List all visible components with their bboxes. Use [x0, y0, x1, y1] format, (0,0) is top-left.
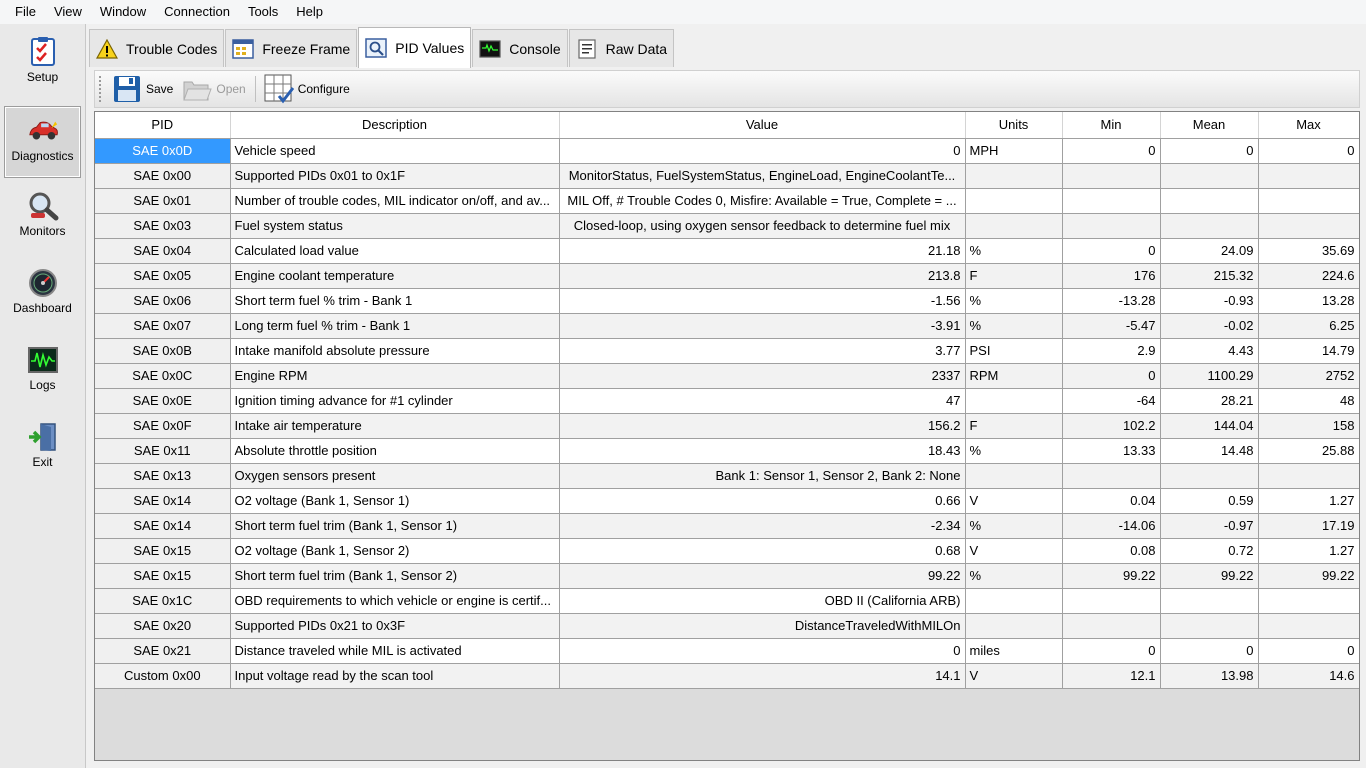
cell-description[interactable]: OBD requirements to which vehicle or engine is certif...	[230, 588, 559, 613]
table-row[interactable]	[95, 388, 1359, 413]
cell-units[interactable]	[965, 588, 1062, 613]
cell-min[interactable]: 12.1	[1062, 663, 1160, 688]
cell-min[interactable]	[1062, 188, 1160, 213]
cell-value[interactable]: MIL Off, # Trouble Codes 0, Misfire: Available = True, Complete = ...	[559, 188, 965, 213]
cell-value[interactable]: -3.91	[559, 313, 965, 338]
sidebar-item-label: Diagnostics	[11, 149, 74, 163]
table-row[interactable]	[95, 438, 1359, 463]
gauge-icon	[27, 267, 59, 299]
menu-connection[interactable]: Connection	[164, 4, 230, 19]
cell-min[interactable]: 102.2	[1062, 413, 1160, 438]
cell-units[interactable]	[965, 463, 1062, 488]
cell-description[interactable]: Absolute throttle position	[230, 438, 559, 463]
pid-values-grid[interactable]	[94, 111, 1360, 761]
cell-units[interactable]: miles	[965, 638, 1062, 663]
cell-pid[interactable]: SAE 0x0D	[95, 138, 230, 163]
cell-description[interactable]: Short term fuel trim (Bank 1, Sensor 2)	[230, 563, 559, 588]
cell-description[interactable]: Short term fuel trim (Bank 1, Sensor 1)	[230, 513, 559, 538]
cell-pid[interactable]: SAE 0x03	[95, 213, 230, 238]
cell-max[interactable]: 0	[1258, 138, 1359, 163]
table-row[interactable]	[95, 138, 1359, 163]
cell-pid[interactable]: SAE 0x04	[95, 238, 230, 263]
table-row[interactable]	[95, 213, 1359, 238]
column-header-mean[interactable]: Mean	[1160, 112, 1258, 138]
cell-pid[interactable]: SAE 0x0E	[95, 388, 230, 413]
sidebar-item-label: Dashboard	[13, 301, 72, 315]
cell-max[interactable]: 17.19	[1258, 513, 1359, 538]
cell-description[interactable]: Fuel system status	[230, 213, 559, 238]
cell-mean[interactable]: 0	[1160, 138, 1258, 163]
cell-pid[interactable]: SAE 0x0B	[95, 338, 230, 363]
sidebar-item-exit[interactable]	[4, 413, 81, 485]
cell-max[interactable]: 1.27	[1258, 488, 1359, 513]
table-row[interactable]	[95, 638, 1359, 663]
cell-max[interactable]: 14.6	[1258, 663, 1359, 688]
menu-tools[interactable]: Tools	[247, 4, 279, 19]
cell-mean[interactable]: 24.09	[1160, 238, 1258, 263]
cell-description[interactable]: Short term fuel % trim - Bank 1	[230, 288, 559, 313]
column-header-pid[interactable]: PID	[95, 112, 230, 138]
cell-units[interactable]: RPM	[965, 363, 1062, 388]
cell-min[interactable]: 0.08	[1062, 538, 1160, 563]
tab-label: PID Values	[395, 40, 465, 56]
cell-value[interactable]: 0.66	[559, 488, 965, 513]
cell-mean[interactable]: 144.04	[1160, 413, 1258, 438]
cell-max[interactable]	[1258, 463, 1359, 488]
table-row[interactable]	[95, 588, 1359, 613]
exit-door-icon	[27, 421, 59, 453]
cell-min[interactable]	[1062, 163, 1160, 188]
table-row[interactable]	[95, 288, 1359, 313]
column-header-description[interactable]: Description	[230, 112, 559, 138]
cell-min[interactable]: -5.47	[1062, 313, 1160, 338]
cell-units[interactable]: %	[965, 438, 1062, 463]
cell-mean[interactable]: 215.32	[1160, 263, 1258, 288]
cell-description[interactable]: Supported PIDs 0x01 to 0x1F	[230, 163, 559, 188]
cell-units[interactable]: MPH	[965, 138, 1062, 163]
sidebar-item-logs[interactable]	[4, 336, 81, 408]
menu-view[interactable]: View	[53, 4, 82, 19]
cell-pid[interactable]: SAE 0x14	[95, 488, 230, 513]
cell-max[interactable]	[1258, 588, 1359, 613]
table-row[interactable]	[95, 363, 1359, 388]
tab-label: Raw Data	[605, 40, 668, 57]
table-row[interactable]	[95, 488, 1359, 513]
cell-min[interactable]: 99.22	[1062, 563, 1160, 588]
cell-min[interactable]	[1062, 463, 1160, 488]
cell-description[interactable]: Engine coolant temperature	[230, 263, 559, 288]
cell-min[interactable]	[1062, 613, 1160, 638]
table-row[interactable]	[95, 663, 1359, 688]
cell-value[interactable]: -1.56	[559, 288, 965, 313]
tab-console[interactable]	[472, 29, 567, 67]
cell-description[interactable]: Long term fuel % trim - Bank 1	[230, 313, 559, 338]
tab-label: Console	[509, 40, 561, 57]
cell-units[interactable]: %	[965, 238, 1062, 263]
waveform-icon	[27, 344, 59, 376]
cell-units[interactable]: V	[965, 488, 1062, 513]
cell-pid[interactable]: SAE 0x0F	[95, 413, 230, 438]
cell-min[interactable]: -13.28	[1062, 288, 1160, 313]
table-row[interactable]	[95, 513, 1359, 538]
warning-icon	[96, 38, 118, 60]
pid-values-icon	[365, 37, 387, 59]
sidebar-item-setup[interactable]	[4, 28, 81, 100]
cell-pid[interactable]: SAE 0x21	[95, 638, 230, 663]
cell-min[interactable]: 0.04	[1062, 488, 1160, 513]
cell-pid[interactable]: SAE 0x1C	[95, 588, 230, 613]
table-header-row	[95, 112, 1359, 138]
cell-mean[interactable]: 0.72	[1160, 538, 1258, 563]
tab-label: Trouble Codes	[126, 40, 218, 57]
cell-mean[interactable]: 14.48	[1160, 438, 1258, 463]
toolbar-grip[interactable]	[99, 76, 102, 102]
cell-min[interactable]: 0	[1062, 363, 1160, 388]
cell-pid[interactable]: SAE 0x00	[95, 163, 230, 188]
cell-max[interactable]: 48	[1258, 388, 1359, 413]
open-label: Open	[216, 82, 246, 96]
cell-units[interactable]: V	[965, 538, 1062, 563]
cell-pid[interactable]: SAE 0x05	[95, 263, 230, 288]
pid-table	[95, 112, 1360, 689]
cell-description[interactable]: Oxygen sensors present	[230, 463, 559, 488]
cell-max[interactable]: 25.88	[1258, 438, 1359, 463]
cell-pid[interactable]: SAE 0x0C	[95, 363, 230, 388]
cell-min[interactable]: 0	[1062, 638, 1160, 663]
cell-description[interactable]: Supported PIDs 0x21 to 0x3F	[230, 613, 559, 638]
sidebar-item-dashboard[interactable]	[4, 259, 81, 331]
tab-label: Freeze Frame	[262, 40, 351, 57]
cell-max[interactable]	[1258, 188, 1359, 213]
sidebar-item-diagnostics[interactable]	[4, 106, 81, 178]
cell-min[interactable]: 2.9	[1062, 338, 1160, 363]
tab-raw-data[interactable]	[569, 29, 674, 67]
sidebar-item-label: Logs	[29, 378, 56, 392]
cell-max[interactable]: 0	[1258, 638, 1359, 663]
open-button[interactable]	[178, 73, 250, 105]
configure-button[interactable]	[260, 73, 355, 105]
cell-value[interactable]: 0.68	[559, 538, 965, 563]
column-header-min[interactable]: Min	[1062, 112, 1160, 138]
cell-max[interactable]: 224.6	[1258, 263, 1359, 288]
cell-max[interactable]: 1.27	[1258, 538, 1359, 563]
table-row[interactable]	[95, 238, 1359, 263]
cell-units[interactable]: PSI	[965, 338, 1062, 363]
cell-mean[interactable]: 99.22	[1160, 563, 1258, 588]
cell-max[interactable]	[1258, 613, 1359, 638]
cell-value[interactable]: OBD II (California ARB)	[559, 588, 965, 613]
cell-mean[interactable]: -0.97	[1160, 513, 1258, 538]
cell-pid[interactable]: Custom 0x00	[95, 663, 230, 688]
cell-mean[interactable]: 0.59	[1160, 488, 1258, 513]
checklist-icon	[27, 36, 59, 68]
cell-mean[interactable]: 0	[1160, 638, 1258, 663]
cell-description[interactable]: O2 voltage (Bank 1, Sensor 2)	[230, 538, 559, 563]
tab-freeze-frame[interactable]	[225, 29, 357, 67]
cell-value[interactable]: 156.2	[559, 413, 965, 438]
cell-value[interactable]: 0	[559, 138, 965, 163]
cell-mean[interactable]	[1160, 188, 1258, 213]
cell-min[interactable]: -64	[1062, 388, 1160, 413]
cell-max[interactable]: 14.79	[1258, 338, 1359, 363]
cell-max[interactable]: 2752	[1258, 363, 1359, 388]
cell-max[interactable]	[1258, 163, 1359, 188]
table-row[interactable]	[95, 338, 1359, 363]
cell-mean[interactable]: 1100.29	[1160, 363, 1258, 388]
save-button[interactable]	[108, 73, 178, 105]
table-row[interactable]	[95, 263, 1359, 288]
cell-max[interactable]: 35.69	[1258, 238, 1359, 263]
cell-mean[interactable]: -0.02	[1160, 313, 1258, 338]
cell-description[interactable]: Number of trouble codes, MIL indicator on/off, and av...	[230, 188, 559, 213]
cell-value[interactable]: 18.43	[559, 438, 965, 463]
cell-min[interactable]: -14.06	[1062, 513, 1160, 538]
raw-data-icon	[576, 38, 598, 60]
cell-units[interactable]	[965, 213, 1062, 238]
cell-units[interactable]: %	[965, 288, 1062, 313]
cell-pid[interactable]: SAE 0x07	[95, 313, 230, 338]
cell-min[interactable]	[1062, 588, 1160, 613]
toolbar	[94, 70, 1360, 108]
cell-value[interactable]: 2337	[559, 363, 965, 388]
cell-value[interactable]: Closed-loop, using oxygen sensor feedback to determine fuel mix	[559, 213, 965, 238]
cell-value[interactable]: 3.77	[559, 338, 965, 363]
cell-pid[interactable]: SAE 0x15	[95, 538, 230, 563]
cell-pid[interactable]: SAE 0x14	[95, 513, 230, 538]
floppy-disk-icon	[112, 74, 142, 104]
cell-description[interactable]: Input voltage read by the scan tool	[230, 663, 559, 688]
cell-max[interactable]: 13.28	[1258, 288, 1359, 313]
cell-max[interactable]: 6.25	[1258, 313, 1359, 338]
cell-description[interactable]: Ignition timing advance for #1 cylinder	[230, 388, 559, 413]
table-row[interactable]	[95, 188, 1359, 213]
cell-value[interactable]: -2.34	[559, 513, 965, 538]
table-body	[95, 138, 1359, 688]
tab-trouble-codes[interactable]	[89, 29, 224, 67]
table-row[interactable]	[95, 313, 1359, 338]
cell-pid[interactable]: SAE 0x13	[95, 463, 230, 488]
cell-mean[interactable]: 4.43	[1160, 338, 1258, 363]
cell-pid[interactable]: SAE 0x11	[95, 438, 230, 463]
table-row[interactable]	[95, 563, 1359, 588]
cell-units[interactable]: F	[965, 413, 1062, 438]
cell-value[interactable]: 0	[559, 638, 965, 663]
cell-units[interactable]: %	[965, 313, 1062, 338]
cell-min[interactable]	[1062, 213, 1160, 238]
column-header-max[interactable]: Max	[1258, 112, 1359, 138]
cell-description[interactable]: Calculated load value	[230, 238, 559, 263]
cell-description[interactable]: O2 voltage (Bank 1, Sensor 1)	[230, 488, 559, 513]
menu-window[interactable]: Window	[99, 4, 147, 19]
sidebar-item-monitors[interactable]	[4, 182, 81, 254]
sidebar-item-label: Monitors	[19, 224, 66, 238]
tab-pid-values[interactable]	[358, 27, 471, 68]
menu-file[interactable]: File	[15, 4, 36, 19]
freeze-frame-icon	[232, 38, 254, 60]
cell-value[interactable]: Bank 1: Sensor 1, Sensor 2, Bank 2: None	[559, 463, 965, 488]
cell-units[interactable]: F	[965, 263, 1062, 288]
cell-value[interactable]: MonitorStatus, FuelSystemStatus, EngineLoad, EngineCoolantTe...	[559, 163, 965, 188]
cell-max[interactable]	[1258, 213, 1359, 238]
cell-value[interactable]: 21.18	[559, 238, 965, 263]
menu-help[interactable]: Help	[296, 4, 324, 19]
cell-value[interactable]: DistanceTraveledWithMILOn	[559, 613, 965, 638]
configure-label: Configure	[297, 82, 350, 96]
grid-check-icon	[264, 74, 294, 104]
table-row[interactable]	[95, 538, 1359, 563]
cell-mean[interactable]	[1160, 163, 1258, 188]
cell-min[interactable]: 13.33	[1062, 438, 1160, 463]
cell-units[interactable]	[965, 388, 1062, 413]
menu-bar	[0, 0, 1366, 24]
cell-mean[interactable]: 28.21	[1160, 388, 1258, 413]
column-header-value[interactable]: Value	[559, 112, 965, 138]
column-header-units[interactable]: Units	[965, 112, 1062, 138]
cell-units[interactable]	[965, 613, 1062, 638]
cell-mean[interactable]	[1160, 613, 1258, 638]
cell-units[interactable]: V	[965, 663, 1062, 688]
cell-min[interactable]: 0	[1062, 138, 1160, 163]
folder-open-icon	[182, 74, 212, 104]
table-row[interactable]	[95, 163, 1359, 188]
cell-description[interactable]: Distance traveled while MIL is activated	[230, 638, 559, 663]
cell-units[interactable]: %	[965, 563, 1062, 588]
cell-mean[interactable]: -0.93	[1160, 288, 1258, 313]
cell-description[interactable]: Intake air temperature	[230, 413, 559, 438]
cell-mean[interactable]	[1160, 213, 1258, 238]
sidebar-item-label: Setup	[26, 70, 59, 84]
cell-min[interactable]: 0	[1062, 238, 1160, 263]
console-icon	[479, 38, 501, 60]
cell-units[interactable]	[965, 188, 1062, 213]
cell-mean[interactable]	[1160, 463, 1258, 488]
cell-value[interactable]: 99.22	[559, 563, 965, 588]
cell-units[interactable]: %	[965, 513, 1062, 538]
cell-value[interactable]: 213.8	[559, 263, 965, 288]
table-row[interactable]	[95, 613, 1359, 638]
cell-description[interactable]: Intake manifold absolute pressure	[230, 338, 559, 363]
sidebar-item-label: Exit	[32, 455, 53, 469]
toolbar-separator	[255, 76, 256, 102]
cell-pid[interactable]: SAE 0x15	[95, 563, 230, 588]
table-row[interactable]	[95, 413, 1359, 438]
save-label: Save	[146, 82, 174, 96]
cell-description[interactable]: Engine RPM	[230, 363, 559, 388]
cell-value[interactable]: 14.1	[559, 663, 965, 688]
cell-max[interactable]: 99.22	[1258, 563, 1359, 588]
cell-pid[interactable]: SAE 0x01	[95, 188, 230, 213]
cell-mean[interactable]	[1160, 588, 1258, 613]
magnifier-icon	[27, 190, 59, 222]
cell-value[interactable]: 47	[559, 388, 965, 413]
cell-mean[interactable]: 13.98	[1160, 663, 1258, 688]
car-icon	[27, 115, 59, 147]
table-row[interactable]	[95, 463, 1359, 488]
cell-description[interactable]: Vehicle speed	[230, 138, 559, 163]
cell-pid[interactable]: SAE 0x06	[95, 288, 230, 313]
sidebar	[0, 24, 86, 768]
tab-strip	[89, 27, 675, 67]
cell-max[interactable]: 158	[1258, 413, 1359, 438]
cell-units[interactable]	[965, 163, 1062, 188]
cell-pid[interactable]: SAE 0x20	[95, 613, 230, 638]
cell-min[interactable]: 176	[1062, 263, 1160, 288]
